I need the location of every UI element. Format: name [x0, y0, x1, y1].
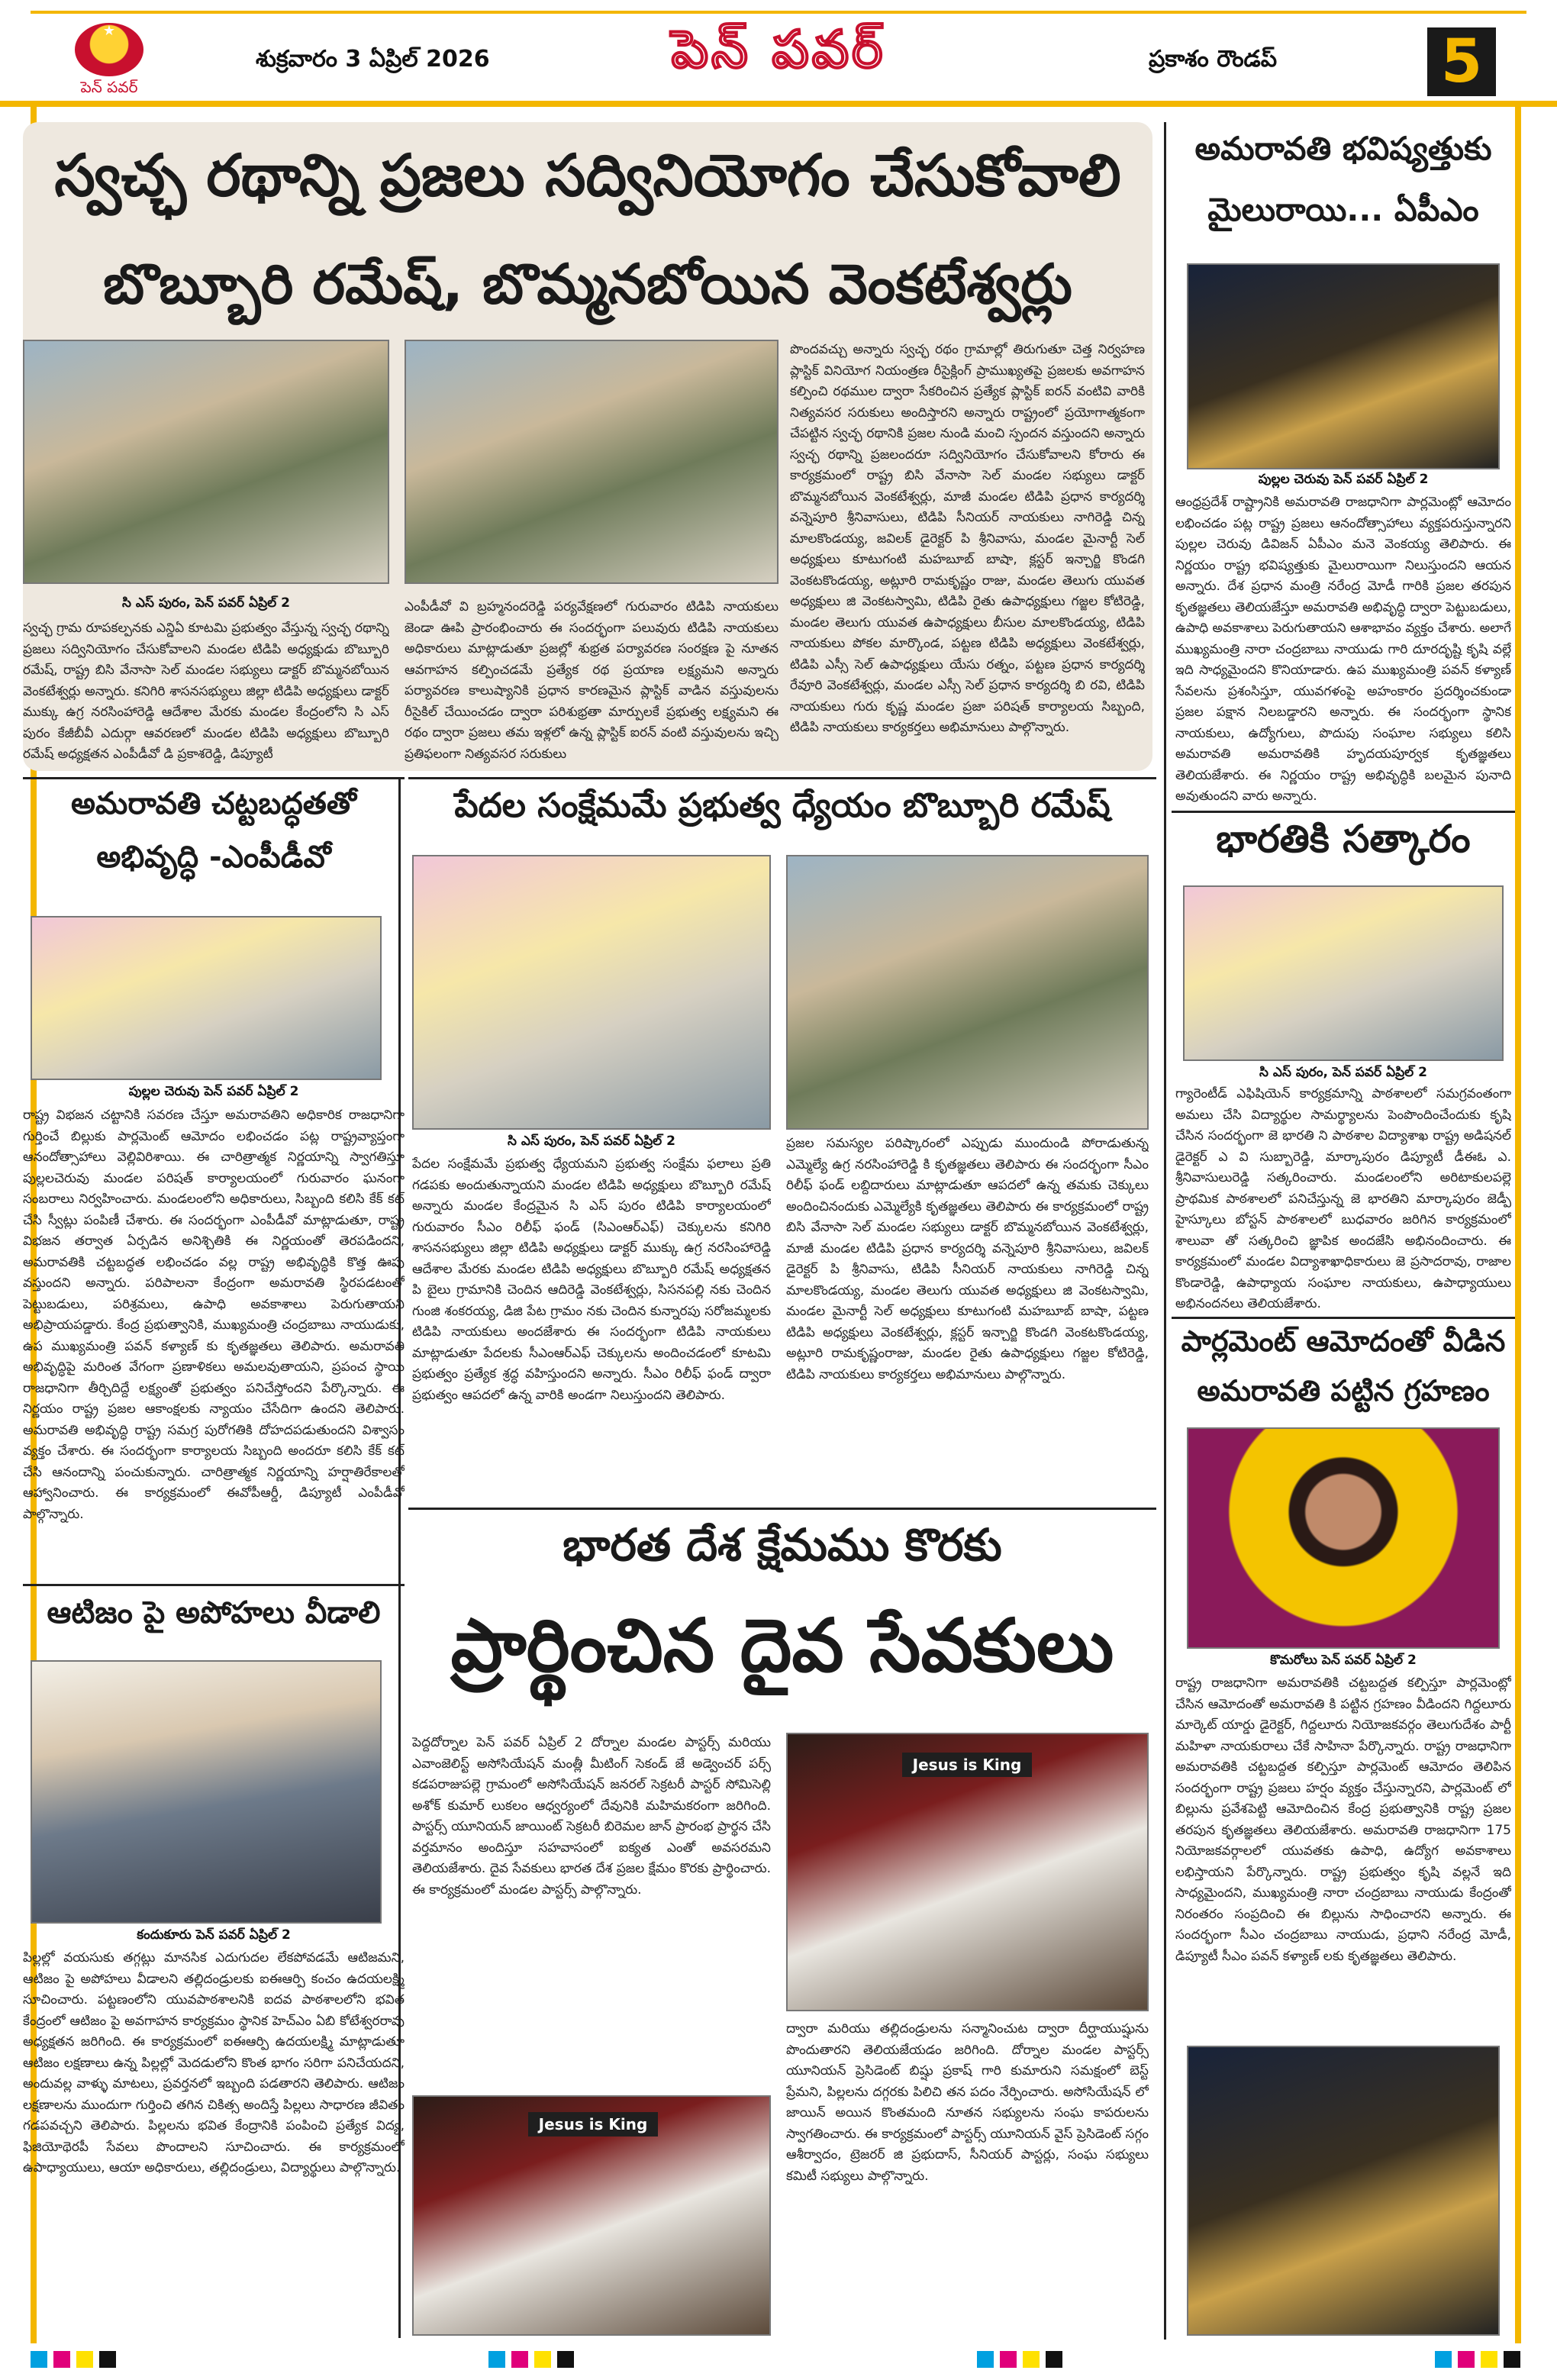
- welfare-photo-group: [786, 855, 1149, 1130]
- welfare-photo-cheque-handover: [412, 855, 771, 1130]
- welfare-top-rule: [408, 777, 1156, 779]
- bharathi-bottom-rule: [1172, 1317, 1515, 1319]
- apm-headline-1: అమరావతి భవిష్యత్తుకు: [1194, 130, 1492, 167]
- welfare-column-2: ప్రజల సమస్యల పరిష్కారంలో ఎప్పుడు ముందుండి పోరాడుతున్న ఎమ్మెల్యే ఉగ్ర నరసింహారెడ్డి కి కృతజ్ఞతలు తెలిపారు ఈ సందర్భంగా సీఎం రిలీఫ్ ఫండ్ లబ్దిదారులు మాట్లాడుతూ ఆపదలో ఉన్న తమకు చెక్కులు అందించినందుకు ఎమ్మెల్యేకి కృతజ్ఞతలు తెలిపారు ఈ కార్యక్రమంలో రాష్ట్ర బిసి వేనాసా సెల్ మండల సభ్యులు డాక్టర్ బొమ్మనబోయిన వెంకటేశ్వర్లు, మాజీ మండల టిడిపి ప్రధాన కార్యదర్శి వన్నెపూరి శ్రీనివాసులు, జవిలక్ డైరెక్టర్ పి శ్రీనివాసు, టిడిపి సీనియర్ నాయకులు నాగిరెడ్డి చిన్న మాలకొండయ్య, మండల తెలుగు యువత అధ్యక్షులు జి వెంకటస్వామి, మండల మైనార్టీ సెల్ అధ్యక్షులు కూటుగంటి మహబూబ్ బాషా, పట్టణ టిడిపి అధ్యక్షులు వెంకటేశ్వర్లు, క్లస్టర్ ఇన్చార్జి కొండగి వెంకటకొండయ్య, అట్లూరి రామకృష్ణంరాజు, మండల రైతు ఉపాధ్యక్షులు గజ్జల కోటిరెడ్డి, టిడిపి నాయకులు కార్యకర్తలు అభిమానులు పాల్గొన్నారు.: [786, 1136, 1149, 1382]
- autism-body: పిల్లల్లో వయసుకు తగ్గట్లు మానసిక ఎదుగుదల లేకపోవడమే ఆటిజమని, ఆటిజం పై అపోహలు వీడాలని తల్లిదండ్రులకు ఐఈఆర్పి కంచం ఉదయలక్ష్మి సూచించారు. పట్టణంలోని యువపాఠశాలనికి ఐదవ పాఠశాలలోని భవిత కేంద్రంలో ఆటిజం పై అవగాహన కార్యక్రమం స్థానిక హెచ్ఎం ఏబి కోటేశ్వరరావు అధ్యక్షతన జరిగింది. ఈ కార్యక్రమంలో ఐఈఆర్పి ఉదయలక్ష్మి మాట్లాడుతూ ఆటిజం లక్షణాలు ఉన్న పిల్లల్లో మెదడులోని కొంత భాగం సరిగా పనిచేయదని, అందువల్ల వాళ్ళు మాటలు, ప్రవర్తనలో ఇబ్బంది పడతారని తెలిపారు. ఆటిజం లక్షణాలను ముందుగా గుర్తించి తగిన చికిత్స అందిస్తే పిల్లలు సాధారణ జీవితం గడపవచ్చని తెలిపారు. పిల్లలను భవిత కేంద్రానికి పంపించి ప్రత్యేక విద్య, ఫిజియోథెరపీ సేవలు పొందాలని సూచించారు. ఈ కార్యక్రమంలో ఉపాధ్యాయులు, ఆయా అధికారులు, తల్లిదండ్రులు, విద్యార్థులు పాల్గొన్నారు.: [23, 1950, 405, 2175]
- apm-bottom-rule: [1172, 811, 1515, 813]
- swatch-magenta-3: [1000, 2351, 1017, 2368]
- newspaper-name: పెన్ పవర్: [671, 20, 886, 80]
- mpdo-headline-1: అమరావతి చట్టబద్ధతతో: [71, 786, 356, 821]
- jesus-is-king-sign: Jesus is King: [902, 1753, 1032, 1777]
- lead-photo-caption: సి ఎస్ పురం, పెన్ పవర్ ఏప్రిల్ 2: [122, 595, 290, 611]
- prayer-column-1: పెద్దదోర్నాల పెన్ పవర్ ఏప్రిల్ 2 దోర్నాల మండల పాస్టర్స్ మరియు ఎవాంజెలిస్ట్ అసోసియేషన్ మంత్లీ మీటింగ్ సెకండ్ జే అడ్వెంచర్ పర్స్ కడపరాజుపల్లె గ్రామంలో అసోసియేషన్ జనరల్ సెక్రటరీ పాస్టర్ సోమిసెల్లి అశోక్ కుమార్ లుకలం ఆధ్వర్యంలో దేవునికి మహిమకరంగా జరిగింది. పాస్టర్స్ యూనియన్ జాయింట్ సెక్రటరీ బిరెమల జాన్ ప్రారంభ ప్రార్థన చేసి వర్తమానం అందిస్తూ సహవాసంలో ఐక్యత ఎంతో అవసరమని తెలియజేశారు. దైవ సేవకులు భారత దేశ ప్రజల క్షేమం కొరకు ప్రార్థించారు. ఈ కార్యక్రమంలో మండల పాస్టర్స్ పాల్గొన్నారు.: [412, 1735, 771, 1898]
- mpdo-body: రాష్ట్ర విభజన చట్టానికి సవరణ చేస్తూ అమరావతిని అధికారిక రాజధానిగా గుర్తించే బిల్లుకు పార్లమెంట్ ఆమోదం లభించడం పట్ల రాష్ట్రవ్యాప్తంగా ఆనందోత్సాహాలు వెల్లివిరిశాయి. ఈ చారిత్రాత్మక నిర్ణయాన్ని స్వాగతిస్తూ పుల్లలచెరువు మండల పరిషత్ కార్యాలయంలో గురువారం ఘనంగా సంబరాలు నిర్వహించారు. మండలంలోని అధికారులు, సిబ్బంది కలిసి కేక్ కట్ చేసి స్వీట్లు పంపిణీ చేశారు. ఈ సందర్భంగా ఎంపీడీవో మాట్లాడుతూ, రాష్ట్ర విభజన తర్వాత ఏర్పడిన అనిశ్చితికి ఈ నిర్ణయంతో తెరపడిందని, అమరావతికి చట్టబద్ధత లభించడం వల్ల రాష్ట్ర అభివృద్ధికి కొత్త ఊపు వస్తుందని అన్నారు. పరిపాలనా కేంద్రంగా అమరావతి స్థిరపడటంతో పెట్టుబడులు, పరిశ్రమలు, ఉపాధి అవకాశాలు పెరుగుతాయని అభిప్రాయపడ్డారు. కేంద్ర ప్రభుత్వానికి, ముఖ్యమంత్రి చంద్రబాబు నాయుడుకు, ఉప ముఖ్యమంత్రి పవన్ కళ్యాణ్ కు కృతజ్ఞతలు తెలిపారు. అమరావతి అభివృద్ధిపై మరింత వేగంగా ప్రణాళికలు అమలవుతాయని, ప్రపంచ స్థాయి రాజధానిగా తీర్చిదిద్దే లక్ష్యంతో ప్రభుత్వం పనిచేస్తోందని పేర్కొన్నారు. ఈ నిర్ణయం రాష్ట్ర ప్రజల ఆకాంక్షలకు న్యాయం చేసేదిగా ఉందని తెలిపారు. అమరావతి అభివృద్ధి రాష్ట్ర సమగ్ర పురోగతికి దోహదపడుతుందని విశ్వాసం వ్యక్తం చేశారు. ఈ సందర్భంగా కార్యాలయ సిబ్బంది అందరూ కలిసి కేక్ కట్ చేసి ఆనందాన్ని పంచుకున్నారు. చారిత్రాత్మక నిర్ణయాన్ని హర్షాతిరేకాలతో ఆహ్వానించారు. ఈ కార్యక్రమంలో ఈవోపీఆర్డీ, డిప్యూటీ ఎంపీడీవో పాల్గొన్నారు.: [23, 1108, 405, 1522]
- right-margin-rule: [1515, 107, 1521, 2343]
- welfare-bottom-rule: [408, 1508, 1156, 1510]
- edition-name: ప్రకాశం రౌండప్: [1149, 46, 1278, 73]
- welfare-photo-caption: సి ఎస్ పురం, పెన్ పవర్ ఏప్రిల్ 2: [508, 1134, 675, 1149]
- mpdo-headline-2: అభివృద్ధి -ఎంపీడీవో: [96, 840, 331, 875]
- prayer-column-2: ద్వారా మరియు తల్లిదండ్రులను సన్మానించుట ద్వారా దీర్ఘాయుష్షును పొందుతారని తెలియజేయడం జరిగింది. దోర్నాల మండల పాస్టర్స్ యూనియన్ ప్రెసిడెంట్ బిష్షు ప్రకాష్ గారి కుమారుని సమక్షంలో బెస్ట్ ప్రేమని, పిల్లలను దగ్గరకు పిలిచి తన పదం నేర్పించారు. అసోసియేషన్ లో జాయిన్ అయిన కొంతమంది నూతన సభ్యులను సంఘ కాపరులను స్వాగతించారు. ఈ కార్యక్రమంలో పాస్టర్స్ యూనియన్ వైస్ ప్రెసిడెంట్ సగ్గం ఆశీర్వాదం, ట్రెజరర్ జి ప్రభుదాస్, సీనియర్ పాస్టర్లు, సంఘ సభ్యులు కమిటీ సభ్యులు పాల్గొన్నారు.: [786, 2021, 1149, 2184]
- swatch-yellow: [76, 2351, 93, 2368]
- lead-column-3: పొందవచ్చు అన్నారు స్వచ్ఛ రథం గ్రామాల్లో తిరుగుతూ చెత్త నిర్వహణ ప్లాస్టిక్ వినియోగ నియంత్రణ రీసైక్లింగ్ ప్రాముఖ్యతపై ప్రజలకు అవగాహన కల్పించి రథముల ద్వారా సేకరించిన ప్రత్యేక ప్లాస్టిక్ ఐరన్ వంటివి వారికి నిత్యవసర సరుకులు అందిస్తారని అన్నారు రాష్ట్రంలో ప్రయోగాత్మకంగా చేపట్టిన స్వచ్ఛ రథానికి ప్రజల నుండి మంచి స్పందన వస్తుందని అన్నారు స్వచ్ఛ రథాన్ని ప్రజలందరూ సద్వినియోగం చేసుకోవాలని కోరారు ఈ కార్యక్రమంలో రాష్ట్ర బిసి వేనాసా సెల్ మండల సభ్యులు డాక్టర్ బొమ్మనబోయిన వెంకటేశ్వర్లు, మాజీ మండల టిడిపి ప్రధాన కార్యదర్శి వన్నెపూరి శ్రీనివాసులు, టిడిపి సీనియర్ నాయకులు నాగిరెడ్డి చిన్న మాలకొండయ్య, జవిలక్ డైరెక్టర్ పి శ్రీనివాసు, మండల మైనార్టీ సెల్ అధ్యక్షులు కూటుగంటి మహబూబ్ బాషా, క్లస్టర్ ఇన్చార్జి కొండగి వెంకటకొండయ్య, అట్లూరి రామకృష్ణం రాజు, మండల తెలుగు యువత అధ్యక్షులు జి వెంకటస్వామి, టిడిపి రైతు ఉపాధ్యక్షులు గజ్జల కోటిరెడ్డి, మండల తెలుగు యువత ఉపాధ్యక్షులు బీసుల మాలకొండయ్య, టిడిపి నాయకులు పోకల మార్కొండ, పట్టణ టిడిపి అధ్యక్షులు వెంకటేశ్వర్లు, టిడిపి ఎస్సీ సెల్ ఉపాధ్యక్షులు యేసు రత్నం, పట్టణ ప్రధాన కార్యదర్శి రేవూరి వెంకటేశ్వర్లు, మండల ఎస్సీ సెల్ ప్రధాన కార్యదర్శి బి రవి, టిడిపి నాయకులు గురు కృష్ణ మండల ప్రజా పరిషత్ కార్యాలయ సిబ్బంది, టిడిపి నాయకులు కార్యకర్తలు అభిమానులు పాల్గొన్నారు.: [790, 342, 1145, 735]
- bharathi-photo-caption: సి ఎస్ పురం, పెన్ పవర్ ఏప్రిల్ 2: [1259, 1065, 1427, 1080]
- swatch-yellow-3: [1023, 2351, 1040, 2368]
- page-number: 5: [1427, 27, 1496, 96]
- swatch-cyan-2: [488, 2351, 505, 2368]
- apm-photo-caption: పుల్లల చెరువు పెన్ పవర్ ఏప్రిల్ 2: [1258, 472, 1429, 487]
- jesus-is-king-sign-2: Jesus is King: [528, 2112, 658, 2137]
- apm-photo-candle-rally: [1187, 263, 1500, 469]
- masthead-top-rule: [31, 11, 1526, 14]
- color-registration-marks: [31, 2351, 1526, 2371]
- autism-headline: ఆటిజం పై అపోహలు వీడాలి: [47, 1595, 381, 1630]
- bharathi-photo-felicitation: [1183, 885, 1504, 1061]
- parliament-photo-candles: [1187, 2046, 1500, 2336]
- lead-column-2: ఎంపీడీవో వి బ్రహ్మనందరెడ్డి పర్యవేక్షణలో గురువారం టిడిపి నాయకులు జెండా ఊపి ప్రారంభించారు ఈ సందర్భంగా పలువురు టిడిపి నాయకులు అధికారులు మాట్లాడుతూ ప్రజల్లో శుభ్రత పర్యావరణ సంరక్షణ పై నూతన ఆవగాహన కల్పించడమే ప్రత్యేక రథ ప్రయాణ లక్ష్యమని అన్నారు పర్యావరణ కాలుష్యానికి ప్రధాన కారణమైన ప్లాస్టిక్ వాడిన వస్తువులను రీసైకిల్ చేయించడం ద్వారా పరిశుభ్రతా మార్పులకే ప్రభుత్వ లక్ష్యమని ఈ రథం ద్వారా ప్రజలు తమ ఇళ్లలో ఉన్న ప్లాస్టిక్ ఐరన్ వంటి వస్తువులను ఇచ్చి ప్రతిఫలంగా నిత్యవసర సరుకులు: [405, 599, 778, 762]
- autism-photo-caption: కందుకూరు పెన్ పవర్ ఏప్రిల్ 2: [137, 1927, 291, 1943]
- lead-headline-2: బొబ్బూరి రమేష్, బొమ్మనబోయిన వెంకటేశ్వర్లు: [103, 252, 1072, 316]
- lead-column-1: స్వచ్ఛ గ్రామ రూపకల్పనకు ఎన్డిఏ కూటమి ప్రభుత్వం వేస్తున్న స్వచ్ఛ రథాన్ని ప్రజలు సద్వినియోగం చేసుకోవాలని మండల టిడిపి అధ్యక్షుడు బొబ్బూరి రమేష్, రాష్ట్ర బిసి వేనాసా సెల్ మండల సభ్యులు డాక్టర్ బొమ్మనబోయిన వెంకటేశ్వర్లు అన్నారు. కనిగిరి శాసనసభ్యులు జిల్లా టిడిపి అధ్యక్షులు డాక్టర్ ముక్కు ఉగ్ర నరసింహారెడ్డి ఆదేశాల మేరకు మండల కేంద్రంలోని సి ఎస్ పురం కేజీబీవీ ఎదుర్గా ఆవరణలో మండల టిడిపి అధ్యక్షులు బొబ్బూరి రమేష్ అధ్యక్షతన ఎంపీడీవో డి ప్రకాశరెడ్డి, డిప్యూటీ: [23, 621, 389, 762]
- prayer-photo-children: [412, 2095, 771, 2336]
- swatch-black-2: [557, 2351, 574, 2368]
- issue-date: శుక్రవారం 3 ఏప్రిల్ 2026: [256, 46, 490, 73]
- welfare-column-1: పేదల సంక్షేమమే ప్రభుత్వ ధ్యేయమని ప్రభుత్వ సంక్షేమ ఫలాలు ప్రతి గడపకు అందుతున్నాయని మండల టిడిపి అధ్యక్షులు బొబ్బూరి రమేష్ అన్నారు మండల కేంద్రమైన సి ఎస్ పురం టిడిపి కార్యాలయంలో గురువారం సీఎం రిలీఫ్ ఫండ్ (సిఎంఆర్ఎఫ్) చెక్కులను కనిగిరి శాసనసభ్యులు జిల్లా టిడిపి అధ్యక్షులు డాక్టర్ ముక్కు ఉగ్ర నరసింహారెడ్డి ఆదేశాల మేరకు మండల టిడిపి అధ్యక్షులు బొబ్బూరి రమేష్ అధ్యక్షతన పి బైలు గ్రామానికి చెందిన ఆదిరెడ్డి వెంకటేశ్వర్లు, సిసనపల్లి నకు చెందిన గుంజి శంకరయ్య, డిజి పేట గ్రామం నకు చెందిన కున్నారపు సరోజమ్మలకు టిడిపి నాయకులు అందజేశారు ఈ సందర్భంగా టిడిపి నాయకులు మాట్లాడుతూ పేదలకు సీఎంఆర్ఎఫ్ చెక్కులను అందించడంలో కూటమి ప్రభుత్వం ప్రత్యేక శ్రద్ధ వహిస్తుందని అన్నారు. సీఎం రిలీఫ్ ఫండ్ ద్వారా ప్రభుత్వం ఆపదలో ఉన్న వారికి అండగా నిలుస్తుందని తెలిపారు.: [412, 1156, 771, 1403]
- logo-text: పెన్ పవర్: [80, 78, 138, 96]
- swatch-magenta-4: [1458, 2351, 1475, 2368]
- left-column-divider: [398, 777, 401, 2338]
- parliament-photo-caption: కొమరోలు పెన్ పవర్ ఏప్రిల్ 2: [1270, 1653, 1417, 1668]
- prayer-headline-1: భారత దేశ క్షేమము కొరకు: [563, 1519, 1002, 1571]
- swatch-black-4: [1504, 2351, 1520, 2368]
- autism-photo-classroom: [31, 1660, 382, 1924]
- mpdo-photo-celebration: [31, 916, 382, 1080]
- swatch-yellow-4: [1481, 2351, 1497, 2368]
- swatch-cyan-3: [977, 2351, 994, 2368]
- lead-photo-ribbon-cutting: [23, 340, 389, 584]
- parliament-photo-portrait: [1187, 1427, 1500, 1649]
- lead-photo-swachh-ratham: [405, 340, 778, 584]
- prayer-photo-pastors: [786, 1733, 1149, 2011]
- swatch-cyan: [31, 2351, 47, 2368]
- swatch-magenta-2: [511, 2351, 528, 2368]
- prayer-headline-2: ప్రార్థించిన దైవ సేవకులు: [450, 1603, 1114, 1688]
- swatch-black-3: [1046, 2351, 1062, 2368]
- mpdo-bottom-rule: [23, 1584, 405, 1586]
- swatch-cyan-4: [1435, 2351, 1452, 2368]
- parliament-body: రాష్ట్ర రాజధానిగా అమరావతికి చట్టబద్దత కల్పిస్తూ పార్లమెంట్లో చేసిన ఆమోదంతో అమరావతి కి పట్టిన గ్రహణం వీడిందని గిద్దలూరు మార్కెట్ యార్డు డైరెక్టర్, గిద్దలూరు నియోజకవర్గం తెలుగుదేశం పార్టీ మహిళా నాయకురాలు చేకే సాహినా పేర్కొన్నారు. రాష్ట్ర రాజధానిగా అమరావతికి చట్టబద్దత కల్పిస్తూ పార్లమెంట్ ఆమోదం తెలిపిన సందర్భంగా రాష్ట్ర ప్రజలు హర్షం వ్యక్తం చేస్తున్నారని, పార్లమెంట్ లో బిల్లును ప్రవేశపెట్టి ఆమోదించిన కేంద్ర ప్రభుత్వానికి రాష్ట్ర ప్రజల తరపున కృతజ్ఞతలు తెలియజేశారు. అమరావతి రాజధానిగా 175 నియోజకవర్గాలలో యువతకు ఉపాధి, ఉద్యోగ అవకాశాలు లభిస్తాయని పేర్కొన్నారు. రాష్ట్ర ప్రభుత్వం కృషి వల్లనే ఇది సాధ్యమైందని, ముఖ్యమంత్రి నారా చంద్రబాబు నాయుడు కేంద్రంతో నిరంతరం సంప్రదించి ఈ బిల్లును సాధించారని అన్నారు. ఈ సందర్భంగా సీఎం చంద్రబాబు నాయుడు, ప్రధాని నరేంద్ర మోడీ, డిప్యూటీ సీఎం పవన్ కళ్యాణ్ లకు కృతజ్ఞతలు తెలిపారు.: [1175, 1675, 1511, 1964]
- bharathi-body: గ్యారెంటీడ్ ఎఫిషియెన్ కార్యక్రమాన్ని పాఠశాలలో సమగ్రవంతంగా అమలు చేసి విద్యార్థుల సామర్థ్యాలను పెంపొందించేందుకు కృషి చేసిన సందర్భంగా జె భారతి ని పాఠశాల విద్యాశాఖ రాష్ట్ర అడిషనల్ డైరెక్టర్ ఎ వి సుబ్బారెడ్డి, మార్కాపురం డిప్యూటీ డీఈఓ ఎ. శ్రీనివాసులురెడ్డి సత్కరించారు. మండలంలోని అరిటాకులపల్లె ప్రాథమిక పాఠశాలలో పనిచేస్తున్న జె భారతిని మార్కాపురం జెడ్పీ హైస్కూలు బోస్టన్ పాఠశాలలో బుధవారం జరిగిన కార్యక్రమంలో శాలువా తో సత్కరించి జ్ఞాపిక అందజేసి అభినందించారు. ఈ కార్యక్రమంలో మండల విద్యాశాఖాధికారులు జె ప్రసాదరావు, రాజాల కొండారెడ్డి, ఉపాధ్యాయ సంఘాల నాయకులు, ఉపాధ్యాయులు అభినందనలు తెలియజేశారు.: [1175, 1086, 1511, 1311]
- swatch-black: [99, 2351, 116, 2368]
- newspaper-logo-icon: ★: [75, 23, 143, 76]
- mpdo-photo-caption: పుల్లల చెరువు పెన్ పవర్ ఏప్రిల్ 2: [128, 1084, 299, 1099]
- apm-headline-2: మైలురాయి... ఏపీఎం: [1207, 191, 1479, 228]
- swatch-magenta: [53, 2351, 70, 2368]
- swatch-yellow-2: [534, 2351, 551, 2368]
- parliament-headline-2: అమరావతి పట్టిన గ్రహణం: [1197, 1374, 1490, 1408]
- mpdo-top-rule: [23, 777, 405, 779]
- apm-body: ఆంధ్రప్రదేశ్ రాష్ట్రానికి అమరావతి రాజధానిగా పార్లమెంట్లో ఆమోదం లభించడం పట్ల రాష్ట్ర ప్రజలు ఆనందోత్సాహాలు వ్యక్తపరుస్తున్నారని పుల్లల చెరువు డివిజన్ ఏపీఎం మనె వెంకయ్య తెలిపారు. ఈ నిర్ణయం రాష్ట్ర భవిష్యత్తుకు మైలురాయిగా నిలుస్తుందని ఆయన అన్నారు. దేశ ప్రధాన మంత్రి నరేంద్ర మోడీ గారికి ప్రజల తరపున కృతజ్ఞతలు తెలియజేస్తూ అమరావతి అభివృద్ధి ద్వారా పెట్టుబడులు, ఉపాధి అవకాశాలు పెరుగుతాయని ఆశాభావం వ్యక్తం చేశారు. అలాగే ముఖ్యమంత్రి నారా చంద్రబాబు నాయుడు గారి దూరదృష్టి కృషి వల్లే ఇది సాధ్యమైందని కొనియాడారు. ఉప ముఖ్యమంత్రి పవన్ కళ్యాణ్ సేవలను ప్రశంసిస్తూ, యువగళంపై అహంకారం ప్రదర్శించకుండా ప్రజల పక్షాన నిలబడ్డారని అన్నారు. ఈ సందర్భంగా స్థానిక నాయకులు, ఉద్యోగులు, పొదుపు సంఘాల సభ్యులు కలిసి అమరావతి అమరావతికి హృదయపూర్వక కృతజ్ఞతలు తెలియజేశారు. ఈ నిర్ణయం రాష్ట్ర అభివృద్ధికి బలమైన పునాది అవుతుందని వారు అన్నారు.: [1175, 495, 1511, 804]
- right-column-divider: [1164, 122, 1166, 2340]
- welfare-headline: పేదల సంక్షేమమే ప్రభుత్వ ధ్యేయం బొబ్బూరి రమేష్: [454, 786, 1111, 825]
- parliament-headline-1: పార్లమెంట్ ఆమోదంతో వీడిన: [1181, 1324, 1506, 1358]
- bharathi-headline: భారతికి సత్కారం: [1216, 817, 1471, 861]
- lead-headline-1: స్వచ్ఛ రథాన్ని ప్రజలు సద్వినియోగం చేసుకోవాలి: [54, 141, 1121, 209]
